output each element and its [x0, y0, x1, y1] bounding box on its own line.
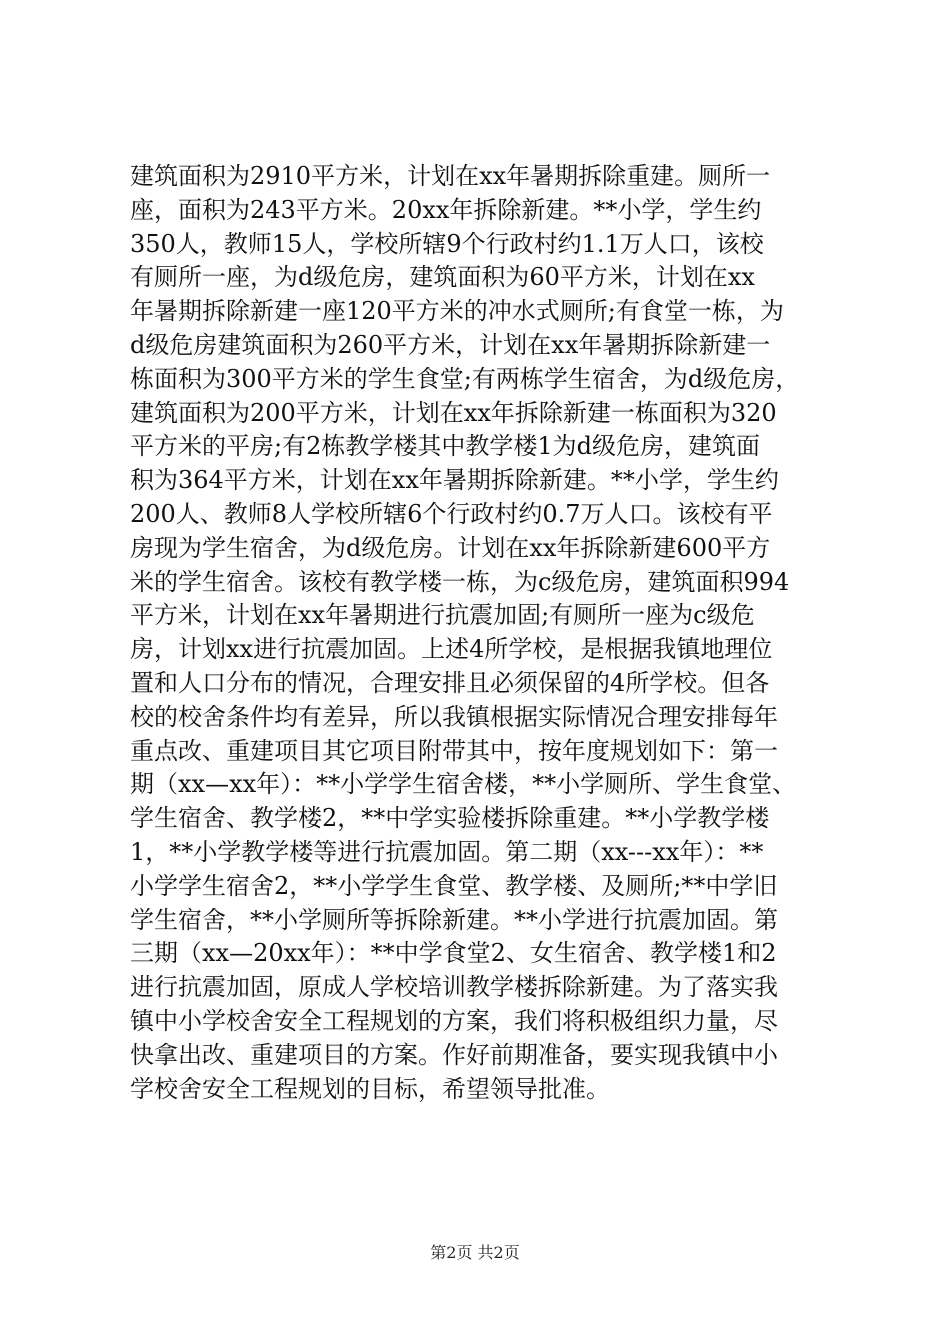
text-line: 年暑期拆除新建一座120平方米的冲水式厕所;有食堂一栋，为 [130, 297, 784, 326]
text-line: 1，**小学教学楼等进行抗震加固。第二期（xx---xx年）：** [130, 837, 764, 866]
body-text [130, 160, 830, 1106]
text-line: 有厕所一座，为d级危房，建筑面积为60平方米，计划在xx [130, 263, 755, 292]
text-line: d级危房建筑面积为260平方米，计划在xx年暑期拆除新建一 [130, 330, 771, 359]
text-line: 座，面积为243平方米。20xx年拆除新建。**小学，学生约 [130, 195, 762, 224]
text-line: 平方米，计划在xx年暑期进行抗震加固;有厕所一座为c级危 [130, 601, 755, 630]
text-line: 栋面积为300平方米的学生食堂;有两栋学生宿舍，为d级危房， [130, 364, 800, 393]
text-line: 快拿出改、重建项目的方案。作好前期准备，要实现我镇中小 [130, 1040, 778, 1069]
text-line: 期（xx—xx年）：**小学学生宿舍楼，**小学厕所、学生食堂、 [130, 770, 797, 799]
text-line: 镇中小学校舍安全工程规划的方案，我们将积极组织力量，尽 [130, 1006, 778, 1035]
text-line: 米的学生宿舍。该校有教学楼一栋，为c级危房，建筑面积994 [130, 567, 790, 596]
text-line: 房现为学生宿舍，为d级危房。计划在xx年拆除新建600平方 [130, 533, 771, 562]
text-line: 小学学生宿舍2，**小学学生食堂、教学楼、及厕所;**中学旧 [130, 871, 778, 900]
text-line: 建筑面积为200平方米，计划在xx年拆除新建一栋面积为320 [130, 398, 777, 427]
text-line: 350人，教师15人，学校所辖9个行政村约1.1万人口，该校 [130, 229, 764, 258]
text-line: 学生宿舍，**小学厕所等拆除新建。**小学进行抗震加固。第 [130, 905, 778, 934]
text-line: 进行抗震加固，原成人学校培训教学楼拆除新建。为了落实我 [130, 973, 778, 1002]
text-line: 建筑面积为2910平方米，计划在xx年暑期拆除重建。厕所一 [130, 162, 771, 190]
text-line: 校的校舍条件均有差异，所以我镇根据实际情况合理安排每年 [130, 702, 778, 731]
text-line: 200人、教师8人学校所辖6个行政村约0.7万人口。该校有平 [130, 499, 773, 528]
text-line: 房，计划xx进行抗震加固。上述4所学校，是根据我镇地理位 [130, 635, 773, 664]
text-line: 积为364平方米，计划在xx年暑期拆除新建。**小学，学生约 [130, 466, 779, 495]
text-line: 平方米的平房;有2栋教学楼其中教学楼1为d级危房，建筑面 [130, 432, 760, 461]
text-line: 置和人口分布的情况，合理安排且必须保留的4所学校。但各 [130, 668, 770, 697]
text-line: 学生宿舍、教学楼2，**中学实验楼拆除重建。**小学教学楼 [130, 804, 770, 833]
text-line: 学校舍安全工程规划的目标，希望领导批准。 [130, 1074, 610, 1103]
text-line: 重点改、重建项目其它项目附带其中，按年度规划如下：第一 [130, 736, 778, 765]
page-number-label: 第2页 共2页 [430, 1243, 520, 1262]
text-line: 三期（xx—20xx年）：**中学食堂2、女生宿舍、教学楼1和2 [130, 939, 777, 968]
page-footer [0, 1242, 950, 1264]
